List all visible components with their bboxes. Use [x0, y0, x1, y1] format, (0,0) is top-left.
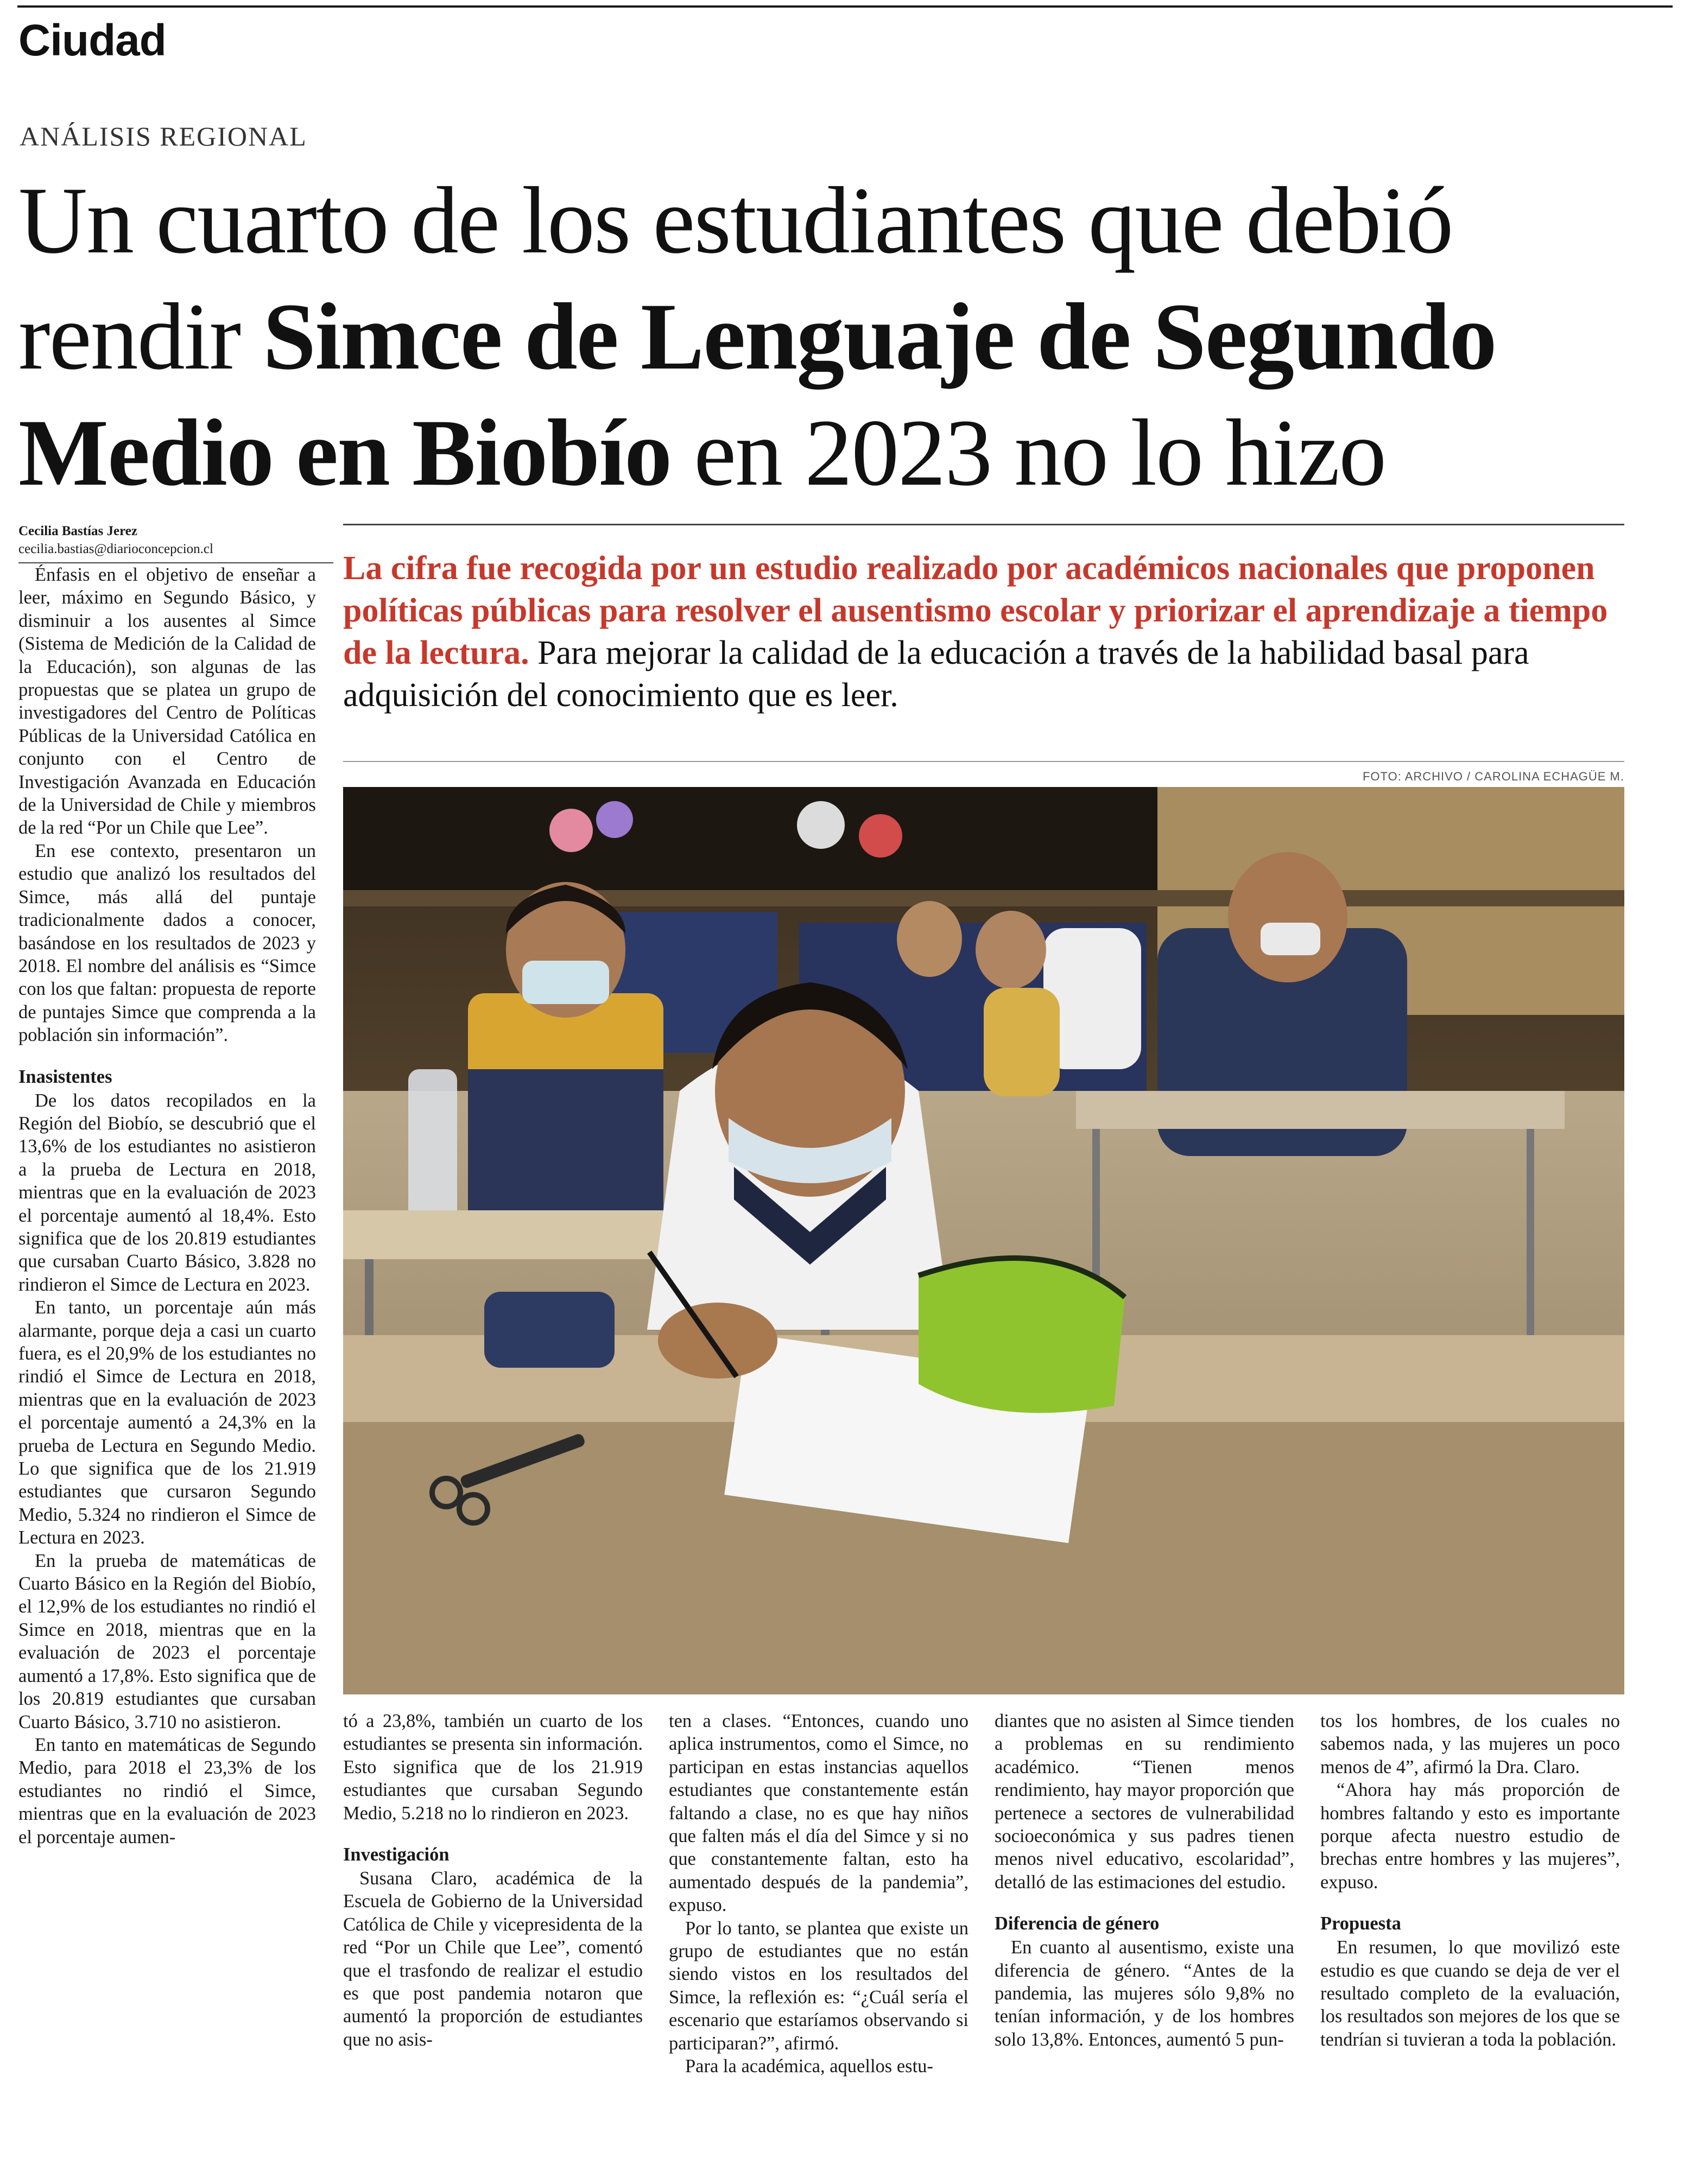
article-lead: [343, 524, 1624, 716]
lead-rest: Para mejorar la calidad de la educación a través de la habilidad basal para adquisición del conocimiento que es leer.: [343, 634, 1529, 714]
column-5: [1320, 1710, 1620, 2051]
headline-line-3a: Medio en Biobío: [18, 400, 672, 506]
paragraph: En tanto, un porcentaje aún más alarmante, porque deja a casi un cuarto fuera, es el 20,9% de los estudiantes no rindió el Simce de Lectura en 2018, mientras que en la evaluación de 2023 el porcentaje aumentó a 24,3% en la prueba de Lectura en Segundo Medio. Lo que significa que de los 21.919 estudiantes que cursaron Segundo Medio, 5.324 no rindieron el Simce de Lectura en 2023.: [18, 1297, 316, 1548]
paragraph: “Ahora hay más proporción de hombres faltando y esto es importante porque afecta nuestro estudio de brechas entre hombres y las mujeres”, expuso.: [1320, 1780, 1620, 1893]
paragraph: tó a 23,8%, también un cuarto de los estudiantes se presenta sin información. Esto significa que de los 21.919 estudiantes que cursaban Segundo Medio, 5.218 no lo rindieron en 2023.: [343, 1711, 643, 1824]
subheading-inasistentes: Inasistentes: [18, 1066, 112, 1087]
paragraph: De los datos recopilados en la Región del Biobío, se descubrió que el 13,6% de los estudiantes no asistieron a la prueba de Lectura en 2018, mientras que en la evaluación de 2023 el porcentaje aumentó al 18,4%. Esto significa que de los 20.819 estudiantes que cursaban Cuarto Básico, 3.828 no rindieron el Simce de Lectura en 2023.: [18, 1090, 316, 1295]
paragraph: En tanto en matemáticas de Segundo Medio, para 2018 el 23,3% de los estudiantes no rindió el Simce, mientras que en la evaluación de 2023 el porcentaje aumen-: [18, 1734, 316, 1847]
column-3: [669, 1710, 969, 2078]
paragraph: ten a clases. “Entonces, cuando uno aplica instrumentos, como el Simce, no participan en estas instancias aquellos estudiantes que constantemente están faltando a clase, no es que hay niños que falten más el día del Simce y si no que constantemente faltan, esto ha aumentado después de la pandemia”, expuso.: [669, 1711, 969, 1916]
lead-rule: [343, 761, 1624, 762]
paragraph: tos los hombres, de los cuales no sabemos nada, y las mujeres un poco menos de 4”, afirmó la Dra. Claro.: [1320, 1711, 1620, 1777]
paragraph: Énfasis en el objetivo de enseñar a leer, máximo en Segundo Básico, y disminuir a los ausentes al Simce (Sistema de Medición de la Calidad de la Educación), son algunas de las propuestas que se platea un grupo de investigadores del Centro de Políticas Públicas de la Universidad Católica en conjunto con el Centro de Investigación Avanzada en Educación de la Universidad de Chile y miembros de la red “Por un Chile que Lee”.: [18, 564, 316, 839]
column-4: [995, 1710, 1294, 2051]
paragraph: En resumen, lo que movilizó este estudio es que cuando se deja de ver el resultado completo de la evaluación, los resultados son mejores de los que se tendrían si tuvieran a toda la población.: [1320, 1937, 1620, 2050]
paragraph: En la prueba de matemáticas de Cuarto Básico en la Región del Biobío, el 12,9% de los estudiantes no rindió el Simce en 2018, mientras que en la evaluación de 2023 el porcentaje aumentó a 17,8%. Esto significa que de los 20.819 estudiantes que cursaban Cuarto Básico, 3.710 no asistieron.: [18, 1550, 316, 1732]
article-photo: [343, 787, 1624, 1694]
column-1: [18, 563, 316, 1849]
headline-line-1: Un cuarto de los estudiantes que debió: [18, 168, 1453, 274]
photo-credit: FOTO: ARCHIVO / CAROLINA ECHAGÜE M.: [1362, 770, 1624, 783]
paragraph: Para la académica, aquellos estu-: [685, 2056, 933, 2077]
headline-line-3b: en 2023 no lo hizo: [671, 400, 1386, 506]
column-2: [343, 1710, 643, 2051]
byline: [18, 522, 333, 563]
subheading-genero: Diferencia de género: [995, 1913, 1160, 1934]
paragraph: diantes que no asisten al Simce tienden a problemas en su rendimiento académico. “Tienen menos rendimiento, hay mayor proporción que pertenece a sectores de vulnerabilidad socioeconómica y sus padres tienen menos nivel educativo, escolaridad”, detalló de las estimaciones del estudio.: [995, 1711, 1294, 1893]
paragraph: En ese contexto, presentaron un estudio que analizó los resultados del Simce, más allá del puntaje tradicionalmente dados a conocer, basándose en los resultados de 2023 y 2018. El nombre del análisis es “Simce con los que faltan: propuesta de reporte de puntajes Simce que comprenda a la población sin información”.: [18, 840, 316, 1046]
author-email: cecilia.bastias@diarioconcepcion.cl: [18, 542, 213, 556]
article-kicker: ANÁLISIS REGIONAL: [20, 121, 307, 151]
headline-line-2b: Simce de Lenguaje de Segundo: [263, 284, 1496, 390]
subheading-propuesta: Propuesta: [1320, 1913, 1401, 1934]
article-headline: [18, 163, 1669, 511]
section-title: Ciudad: [18, 16, 166, 65]
headline-line-2a: rendir: [18, 284, 263, 390]
paragraph: Susana Claro, académica de la Escuela de Gobierno de la Universidad Católica de Chile y vicepresidenta de la red “Por un Chile que Lee”, comentó que el trasfondo de realizar el estudio es que post pandemia notaron que aumentó la proporción de estudiantes que no asis-: [343, 1868, 643, 2050]
subheading-investigacion: Investigación: [343, 1844, 450, 1865]
author-name: Cecilia Bastías Jerez: [18, 524, 137, 538]
lead-highlight: La cifra fue recogida por un estudio realizado por académicos nacionales que proponen políticas públicas para resolver el ausentismo escolar y priorizar el aprendizaje a tiempo de la lectura.: [343, 550, 1608, 671]
paragraph: En cuanto al ausentismo, existe una diferencia de género. “Antes de la pandemia, las mujeres sólo 9,8% no tenían información, y de los hombres solo 13,8%. Entonces, aumentó 5 pun-: [995, 1937, 1294, 2050]
paragraph: Por lo tanto, se plantea que existe un grupo de estudiantes que no están siendo vistos en los resultados del Simce, la reflexión es: “¿Cuál sería el escenario que estaríamos observando si participaran?”, afirmó.: [669, 1918, 969, 2054]
top-rule: [17, 5, 1673, 8]
classroom-photo-illustration: [343, 787, 1624, 1694]
